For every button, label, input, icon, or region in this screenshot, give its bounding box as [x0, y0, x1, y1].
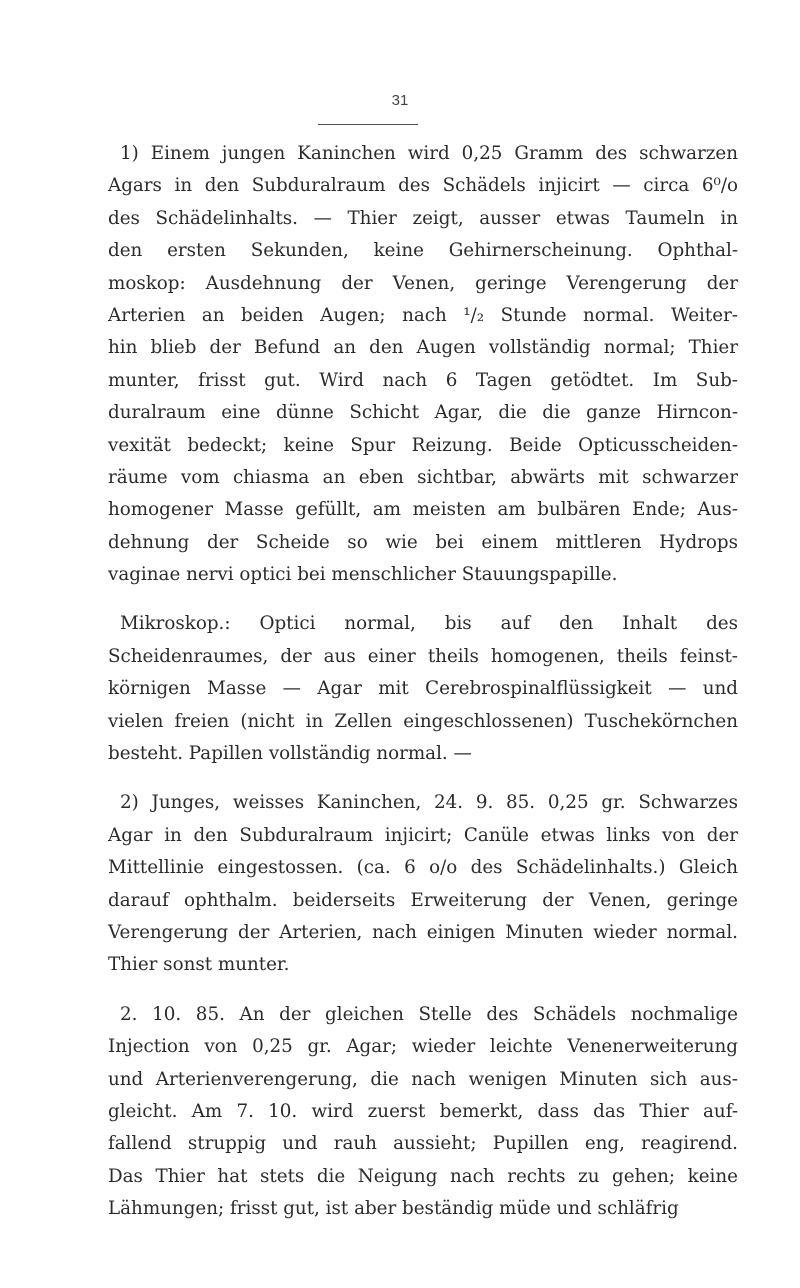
text-line: besteht. Papillen vollständig normal. — — [108, 743, 472, 765]
paragraph-3 — [108, 787, 738, 981]
text-line: vielen freien (nicht in Zellen eingeschlossenen) Tuschekörnchen — [108, 710, 738, 732]
text-line: 2) Junges, weisses Kaninchen, 24. 9. 85. 0,25 gr. Schwarzes — [120, 792, 738, 814]
text-line: und Arterienverengerung, die nach wenigen Minuten sich aus- — [108, 1068, 738, 1090]
text-line: gleicht. Am 7. 10. wird zuerst bemerkt, dass das Thier auf- — [108, 1100, 738, 1122]
text-line: Mittellinie eingestossen. (ca. 6 o/o des Schädelinhalts.) Gleich — [108, 857, 738, 879]
text-line: Agar in den Subduralraum injicirt; Canüle etwas links von der — [108, 824, 738, 846]
text-line: moskop: Ausdehnung der Venen, geringe Verengerung der — [108, 272, 738, 294]
text-line: Arterien an beiden Augen; nach ¹/₂ Stunde normal. Weiter- — [108, 304, 738, 326]
text-line: darauf ophthalm. beiderseits Erweiterung der Venen, geringe — [108, 889, 738, 911]
text-line: Mikroskop.: Optici normal, bis auf den Inhalt des — [120, 613, 738, 635]
page-number: 31 — [391, 92, 409, 109]
text-line: vexität bedeckt; keine Spur Reizung. Beide Opticusscheiden- — [108, 434, 738, 456]
text-line: Injection von 0,25 gr. Agar; wieder leichte Venenerweiterung — [108, 1036, 738, 1058]
text-column — [108, 138, 738, 1243]
text-line: den ersten Sekunden, keine Gehirnerscheinung. Ophthal- — [108, 240, 738, 262]
text-line: 1) Einem jungen Kaninchen wird 0,25 Gramm des schwarzen — [120, 143, 738, 164]
text-line: dehnung der Scheide so wie bei einem mittleren Hydrops — [108, 531, 738, 553]
text-line: munter, frisst gut. Wird nach 6 Tagen getödtet. Im Sub- — [108, 369, 738, 391]
text-line: Scheidenraumes, der aus einer theils homogenen, theils feinst- — [108, 645, 738, 667]
text-line: vaginae nervi optici bei menschlicher Stauungspapille. — [108, 564, 618, 586]
text-line: Agars in den Subduralraum des Schädels injicirt — circa 6⁰/o — [108, 175, 738, 197]
text-line: duralraum eine dünne Schicht Agar, die die ganze Hirncon- — [108, 402, 738, 424]
text-line: räume vom chiasma an eben sichtbar, abwärts mit schwarzer — [108, 466, 738, 488]
text-line: des Schädelinhalts. — Thier zeigt, ausser etwas Taumeln in — [108, 207, 738, 229]
text-line: hin blieb der Befund an den Augen vollständig normal; Thier — [108, 337, 738, 359]
text-line: Lähmungen; frisst gut, ist aber beständig müde und schläfrig — [108, 1198, 679, 1220]
header-rule — [318, 124, 418, 125]
text-line: Das Thier hat stets die Neigung nach rechts zu gehen; keine — [108, 1165, 738, 1187]
paragraph-4 — [108, 999, 738, 1226]
paragraph-2 — [108, 608, 738, 770]
text-line: fallend struppig und rauh aussieht; Pupillen eng, reagirend. — [108, 1133, 738, 1155]
text-line: körnigen Masse — Agar mit Cerebrospinalflüssigkeit — und — [108, 678, 738, 700]
paragraph-1 — [108, 138, 738, 591]
text-line: Verengerung der Arterien, nach einigen Minuten wieder normal. — [108, 921, 738, 943]
text-line: homogener Masse gefüllt, am meisten am bulbären Ende; Aus- — [108, 499, 738, 521]
text-line: Thier sonst munter. — [108, 954, 290, 976]
text-line: 2. 10. 85. An der gleichen Stelle des Schädels nochmalige — [120, 1003, 738, 1025]
